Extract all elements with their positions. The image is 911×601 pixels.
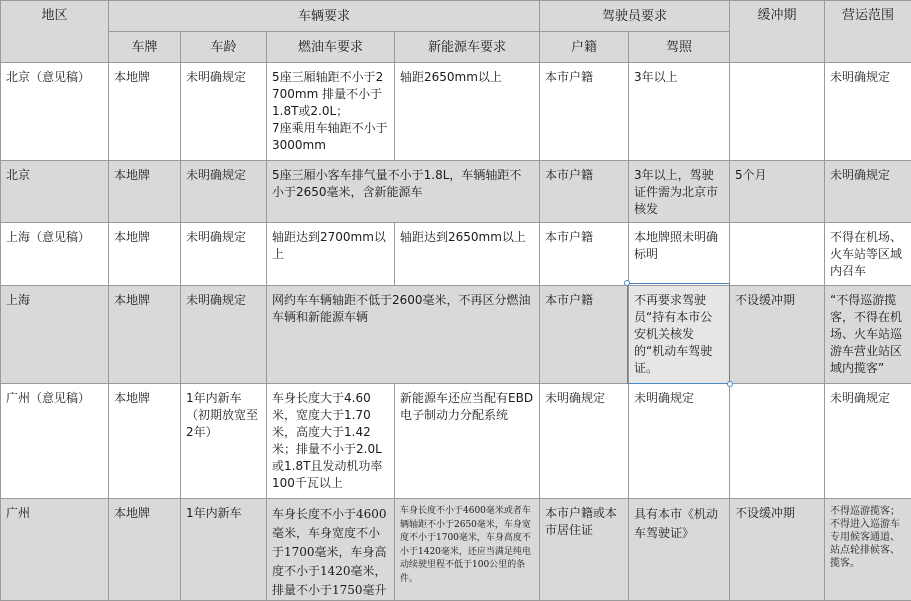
cell-region[interactable]: 北京（意见稿） bbox=[1, 63, 109, 161]
cell-plate[interactable]: 本地牌 bbox=[109, 286, 181, 384]
cell-region[interactable]: 上海 bbox=[1, 286, 109, 384]
cell-plate[interactable]: 本地牌 bbox=[109, 161, 181, 223]
cell-license[interactable]: 本地牌照未明确标明 bbox=[629, 223, 730, 286]
cell-hukou[interactable]: 本市户籍 bbox=[540, 223, 629, 286]
cell-license[interactable]: 3年以上，驾驶证件需为北京市核发 bbox=[629, 161, 730, 223]
cell-region[interactable]: 上海（意见稿） bbox=[1, 223, 109, 286]
cell-fuel[interactable]: 轴距达到2700mm以上 bbox=[267, 223, 395, 286]
cell-age[interactable]: 1年内新车（初期放宽至2年） bbox=[181, 384, 267, 499]
cell-buffer[interactable] bbox=[730, 63, 825, 161]
header-plate[interactable]: 车牌 bbox=[109, 32, 181, 63]
selection-handle-bottom-right[interactable] bbox=[727, 381, 733, 387]
cell-hukou[interactable]: 本市户籍 bbox=[540, 286, 629, 384]
table-row bbox=[1, 161, 911, 223]
cell-region[interactable]: 广州（意见稿） bbox=[1, 384, 109, 499]
cell-license[interactable]: 未明确规定 bbox=[629, 384, 730, 499]
cell-hukou[interactable]: 本市户籍或本市居住证 bbox=[540, 499, 629, 601]
selection-handle-top-left[interactable] bbox=[624, 280, 630, 286]
cell-age[interactable]: 未明确规定 bbox=[181, 223, 267, 286]
cell-scope[interactable]: 未明确规定 bbox=[825, 161, 911, 223]
cell-nev[interactable]: 新能源车还应当配有EBD电子制动力分配系统 bbox=[395, 384, 540, 499]
table-row bbox=[1, 499, 911, 601]
cell-plate[interactable]: 本地牌 bbox=[109, 384, 181, 499]
cell-plate[interactable]: 本地牌 bbox=[109, 499, 181, 601]
header-row-1 bbox=[1, 1, 911, 32]
table-row bbox=[1, 384, 911, 499]
header-region[interactable]: 地区 bbox=[1, 1, 109, 63]
table-row bbox=[1, 223, 911, 286]
cell-fuel[interactable]: 车身长度不小于4600毫米，车身宽度不小于1700毫米，车身高度不小于1420毫米，排量不小于1750毫升 bbox=[267, 499, 395, 601]
cell-license[interactable]: 3年以上 bbox=[629, 63, 730, 161]
cell-age[interactable]: 未明确规定 bbox=[181, 63, 267, 161]
header-vehicle-age[interactable]: 车龄 bbox=[181, 32, 267, 63]
cell-nev[interactable]: 车身长度不小于4600毫米或者车辆轴距不小于2650毫米，车身宽度不小于1700毫米，车身高度不小于1420毫米，还应当满足纯电动续驶里程不低于100公里的条件。 bbox=[395, 499, 540, 601]
cell-region[interactable]: 北京 bbox=[1, 161, 109, 223]
cell-buffer[interactable]: 不设缓冲期 bbox=[730, 499, 825, 601]
cell-scope[interactable]: 未明确规定 bbox=[825, 384, 911, 499]
cell-region[interactable]: 广州 bbox=[1, 499, 109, 601]
cell-buffer[interactable]: 不设缓冲期 bbox=[730, 286, 825, 384]
cell-fuel[interactable]: 车身长度大于4.60米，宽度大于1.70米，高度大于1.42米；排量不小于2.0L或1.8T且发动机功率100千瓦以上 bbox=[267, 384, 395, 499]
table-row bbox=[1, 286, 911, 384]
cell-age[interactable]: 未明确规定 bbox=[181, 161, 267, 223]
cell-scope[interactable]: 不得在机场、火车站等区域内召车 bbox=[825, 223, 911, 286]
cell-age[interactable]: 1年内新车 bbox=[181, 499, 267, 601]
cell-scope[interactable]: 不得巡游揽客；不得进入巡游车专用候客通道、站点轮排候客、揽客。 bbox=[825, 499, 911, 601]
table-row bbox=[1, 63, 911, 161]
cell-scope[interactable]: “不得巡游揽客，不得在机场、火车站巡游车营业站区域内揽客” bbox=[825, 286, 911, 384]
header-license[interactable]: 驾照 bbox=[629, 32, 730, 63]
cell-plate[interactable]: 本地牌 bbox=[109, 223, 181, 286]
cell-plate[interactable]: 本地牌 bbox=[109, 63, 181, 161]
header-vehicle-requirements[interactable]: 车辆要求 bbox=[109, 1, 540, 32]
cell-fuel[interactable]: 5座三厢轴距不小于2700mm 排量不小于1.8T或2.0L； 7座乘用车轴距不小于3000mm bbox=[267, 63, 395, 161]
cell-hukou[interactable]: 未明确规定 bbox=[540, 384, 629, 499]
cell-nev[interactable]: 轴距2650mm以上 bbox=[395, 63, 540, 161]
cell-hukou[interactable]: 本市户籍 bbox=[540, 63, 629, 161]
cell-buffer[interactable] bbox=[730, 223, 825, 286]
cell-license[interactable]: 具有本市《机动车驾驶证》 bbox=[629, 499, 730, 601]
cell-nev[interactable]: 轴距达到2650mm以上 bbox=[395, 223, 540, 286]
cell-age[interactable]: 未明确规定 bbox=[181, 286, 267, 384]
cell-hukou[interactable]: 本市户籍 bbox=[540, 161, 629, 223]
cell-buffer[interactable] bbox=[730, 384, 825, 499]
cell-fuel-merged[interactable]: 网约车车辆轴距不低于2600毫米，不再区分燃油车辆和新能源车辆 bbox=[267, 286, 540, 384]
cell-scope[interactable]: 未明确规定 bbox=[825, 63, 911, 161]
header-buffer-period[interactable]: 缓冲期 bbox=[730, 1, 825, 63]
header-new-energy-vehicle[interactable]: 新能源车要求 bbox=[395, 32, 540, 63]
cell-buffer[interactable]: 5个月 bbox=[730, 161, 825, 223]
header-operating-scope[interactable]: 营运范围 bbox=[825, 1, 911, 63]
header-driver-requirements[interactable]: 驾驶员要求 bbox=[540, 1, 730, 32]
header-hukou[interactable]: 户籍 bbox=[540, 32, 629, 63]
cell-license-selected[interactable]: 不再要求驾驶员“持有本市公安机关核发的“机动车驾驶证。 bbox=[629, 286, 730, 384]
cell-fuel-merged[interactable]: 5座三厢小客车排气量不小于1.8L，车辆轴距不小于2650毫米，含新能源车 bbox=[267, 161, 540, 223]
header-fuel-vehicle[interactable]: 燃油车要求 bbox=[267, 32, 395, 63]
